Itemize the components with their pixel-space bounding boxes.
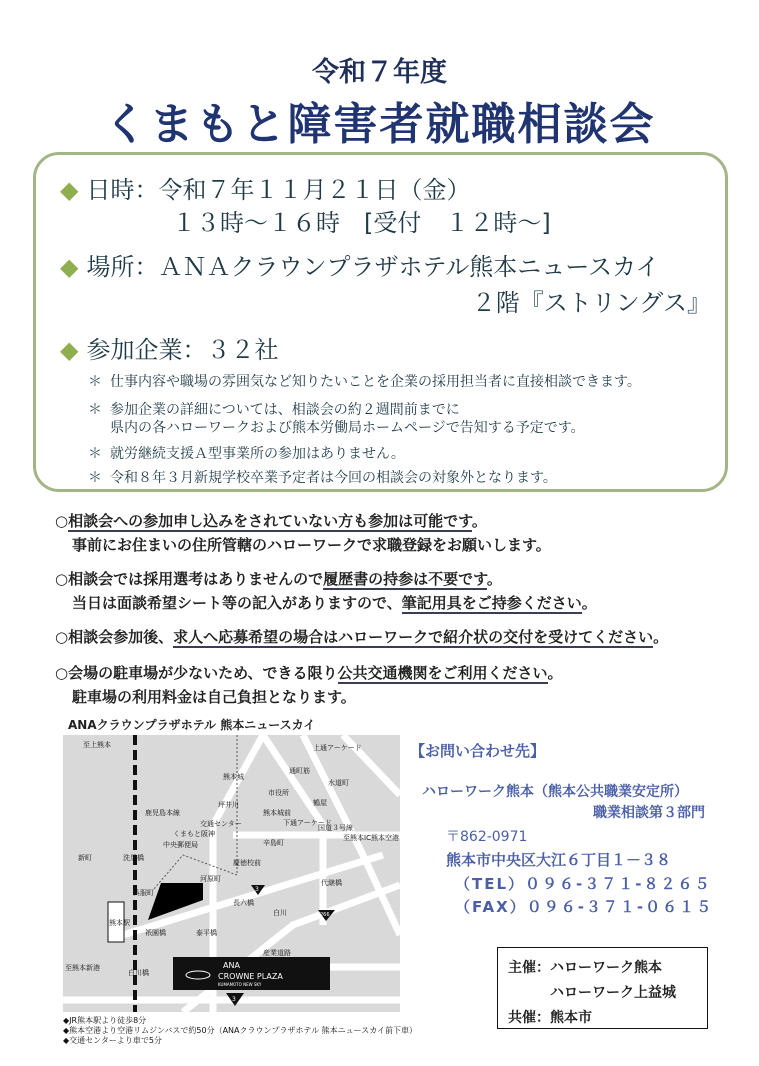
map-label: 交通センター (200, 820, 242, 828)
map-label: 白川 (273, 909, 287, 917)
tip-underlined: 相談会への参加申し込みをされていない方も参加は可能です (68, 512, 472, 530)
route-number: 3 (232, 996, 236, 1003)
note (88, 371, 641, 391)
access-map (63, 735, 400, 1012)
tip-text: 。 (471, 512, 487, 530)
map-label: 泰平橋 (196, 929, 217, 937)
tip-text: ○会場の駐車場が少ないため、できる限り (55, 664, 338, 682)
map-label: 辛島町 (263, 839, 284, 847)
map-label: 通町筋 (289, 767, 310, 775)
tip-text: ○相談会では採用選考はありませんので (55, 570, 324, 588)
asterisk: ＊ (88, 446, 102, 462)
tip (55, 510, 487, 531)
place-text: 場所：ＡＮＡクラウンプラザホテル熊本ニュースカイ (86, 253, 660, 281)
map-label: 熊本城前 (263, 809, 291, 817)
map-label: 慶徳校前 (233, 859, 261, 867)
logo-text: ANA (223, 961, 240, 970)
map-label: 至熊本IC熊本空港 (343, 834, 399, 842)
tip (55, 626, 668, 647)
asterisk: ＊ (88, 470, 102, 486)
map-label: 河原町 (200, 875, 221, 883)
map-label: 中央郵便局 (163, 841, 198, 849)
event-title: くまもと障害者就職相談会 (103, 99, 656, 150)
route-number: 3 (255, 886, 259, 893)
note (88, 399, 460, 419)
tip-underlined: 公共交通機関をご利用ください (337, 664, 548, 682)
tip-text: ○ (55, 512, 69, 530)
logo-text: KUMAMOTO NEW SKY (218, 982, 262, 987)
host-label: 主催： (508, 960, 550, 976)
tip-text: ○相談会参加後、 (55, 628, 174, 646)
organizer-box (497, 947, 708, 1029)
map-label: 呉服町 (133, 889, 154, 897)
note-text: 令和８年３月新規学校卒業予定者は今回の相談会の対象外となります。 (110, 470, 557, 486)
map-label: 至熊本新港 (65, 964, 100, 972)
logo-text: CROWNE PLAZA (218, 972, 283, 981)
route-number: 266 (320, 912, 330, 918)
host-name: ハローワーク上益城 (550, 985, 676, 1001)
cohost-label: 共催： (508, 1010, 550, 1026)
companies-row (60, 330, 278, 365)
access-info: ◆交通センターより車で5分 (63, 1036, 162, 1045)
note-text: 就労継続支援Ａ型事業所の参加はありません。 (110, 446, 405, 462)
address: 熊本市中央区大江６丁目１－３８ (446, 851, 672, 869)
map-heading: ANAクラウンプラザホテル 熊本ニュースカイ (68, 718, 316, 732)
asterisk: ＊ (88, 402, 102, 418)
tip-text: 。 (547, 664, 563, 682)
map-label: 市役所 (268, 789, 289, 797)
diamond-bullet-icon: ◆ (60, 253, 79, 281)
tip-underlined: 筆記用具をご持参ください (401, 594, 582, 612)
place-row (60, 247, 659, 282)
time-text: １３時～１６時 [受付 １２時～] (172, 209, 551, 237)
map-label: くまもと阪神 (173, 830, 215, 838)
map-label: 鹿児島本線 (145, 809, 180, 817)
map-label: 洗馬橋 (123, 854, 144, 862)
map-label: 至上熊本 (83, 741, 111, 749)
contact-dept: 職業相談第３部門 (593, 805, 705, 821)
map-label: 熊本城 (223, 773, 244, 781)
contact-office: ハローワーク熊本（熊本公共職業安定所） (422, 784, 688, 800)
note (88, 467, 557, 487)
map-label: 鶴屋 (313, 799, 327, 807)
map-label: 熊本駅 (109, 919, 130, 927)
diamond-bullet-icon: ◆ (60, 336, 79, 364)
tip-text: 。 (653, 628, 669, 646)
cohost-row (508, 1006, 697, 1031)
tip-underlined: 履歴書の持参は不要です (323, 570, 487, 588)
map-label: 坪井川 (218, 801, 239, 809)
tip-text: 。 (486, 570, 502, 588)
tip (55, 568, 502, 589)
map-label: 下通アーケード (283, 819, 332, 827)
tip-line2: 事前にお住まいの住所管轄のハローワークで求職登録をお願いします。 (72, 536, 551, 554)
tip-text: 当日は面談希望シート等の記入がありますので、 (72, 594, 402, 612)
cohost-name: 熊本市 (550, 1010, 592, 1026)
date-row (60, 170, 470, 205)
tip (55, 662, 563, 683)
diamond-bullet-icon: ◆ (60, 176, 79, 204)
date-text: 日時：令和７年１１月２１日（金） (86, 176, 471, 204)
host-row (508, 956, 697, 981)
host-name: ハローワーク熊本 (550, 960, 662, 976)
access-info: ◆JR熊本駅より徒歩8分 (63, 1016, 147, 1025)
map-label: 長六橋 (233, 899, 254, 907)
map-label: 産業道路 (263, 949, 291, 957)
companies-text: 参加企業：３２社 (86, 336, 279, 364)
map-label: 代継橋 (321, 879, 342, 887)
tip-underlined: 求人へ応募希望の場合はハローワークで紹介状の交付を受けてください (173, 628, 654, 646)
tip-text: 。 (581, 594, 597, 612)
place-floor: ２階『ストリングス』 (471, 289, 711, 317)
fax-number: （FAX）０９６-３７１-０６１５ (455, 898, 714, 916)
contact-heading: 【お問い合わせ先】 (410, 742, 546, 760)
tip-line2 (72, 592, 597, 613)
map-label: 祇園橋 (145, 929, 166, 937)
tip-line2: 駐車場の利用料金は自己負担となります。 (72, 688, 356, 706)
map-label: 白川橋 (128, 969, 149, 977)
note (88, 443, 405, 463)
access-info: ◆熊本空港より空港リムジンバスで約50分（ANAクラウンプラザホテル 熊本ニュースカイ前下車） (63, 1026, 418, 1035)
map-label: 新町 (78, 854, 92, 862)
note-text: 仕事内容や職場の雰囲気など知りたいことを企業の採用担当者に直接相談できます。 (110, 374, 641, 390)
map-label: 水道町 (328, 779, 349, 787)
map-label: 上通アーケード (313, 744, 362, 752)
asterisk: ＊ (88, 374, 102, 390)
note-text: 県内の各ハローワークおよび熊本労働局ホームページで告知する予定です。 (110, 420, 585, 436)
event-year: 令和７年度 (312, 57, 447, 88)
phone-number[interactable]: （TEL）０９６-３７１-８２６５ (455, 875, 712, 893)
postal-code: 〒862-0971 (446, 829, 528, 845)
map-label: 国道３号線 (318, 824, 353, 832)
note-text: 参加企業の詳細については、相談会の約２週間前までに (110, 402, 460, 418)
